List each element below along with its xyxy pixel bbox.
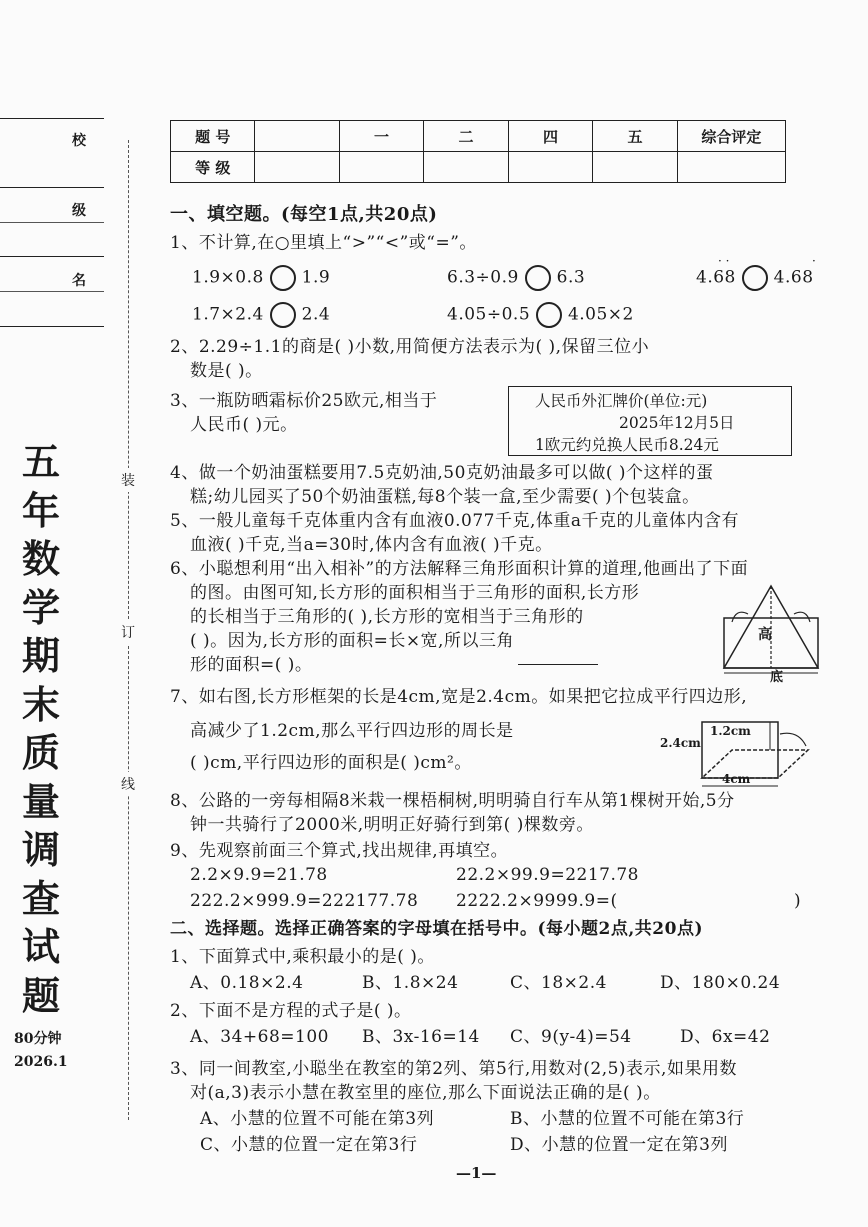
q6-line1: 6、小聪想利用“出入相补”的方法解释三角形面积计算的道理,他画出了下面 [170,559,749,579]
q1-item: 4.05÷0.5 4.05×2 [447,302,634,328]
q9-line1: 9、先观察前面三个算式,找出规律,再填空。 [170,841,509,861]
score-cell: 五 [593,121,677,152]
s2-q3-line2: 对(a,3)表示小慧在教室里的座位,那么下面说法正确的是( )。 [190,1083,661,1103]
grade-cell[interactable] [508,152,592,183]
q7-line3: ( )cm,平行四边形的面积是( )cm²。 [190,753,472,773]
q2-line2: 数是( )。 [190,361,263,381]
section1-heading: 一、填空题。(每空1点,共20点) [170,204,438,225]
q6-line3: 的长相当于三角形的( ),长方形的宽相当于三角形的 [190,607,584,627]
name-divider [0,291,104,292]
q1-item: 6.3÷0.9 6.3 [447,265,585,291]
score-cell: 四 [508,121,592,152]
fig-bottom-label: 4cm [722,772,751,786]
grade-cell[interactable] [593,152,677,183]
repeat-dots: · [812,254,816,268]
score-cell: 题 号 [171,121,255,152]
option-d[interactable]: D、6x=42 [680,1027,771,1047]
class-label: 级 [72,203,86,219]
repeat-dots: · · [718,254,730,268]
option-b[interactable]: B、3x-16=14 [362,1027,480,1047]
fig-top-label: 1.2cm [710,724,751,738]
parallelogram-figure [680,716,830,796]
q5-line2: 血液( )千克,当a=30时,体内含有血液( )千克。 [190,535,553,555]
rate-title: 人民币外汇牌价(单位:元) [535,392,708,410]
q1-stem: 1、不计算,在○里填上“>”“<”或“=”。 [170,233,477,253]
bind-char-zhuang: 装 [121,468,135,492]
q6-line4: ( )。因为,长方形的面积=长×宽,所以三角 [190,631,514,651]
s2-q2-stem: 2、下面不是方程的式子是( )。 [170,1001,412,1021]
fig-base-label: 底 [770,670,784,685]
option-d[interactable]: D、小慧的位置一定在第3列 [510,1135,728,1155]
school-label: 校 [72,133,86,149]
option-a[interactable]: A、小慧的位置不可能在第3列 [200,1109,435,1129]
option-c[interactable]: C、9(y-4)=54 [510,1027,632,1047]
q5-line1: 5、一般儿童每千克体重内含有血液0.077千克,体重a千克的儿童体内含有 [170,511,740,531]
page-number: —1— [456,1164,497,1182]
compare-circle[interactable] [525,265,551,291]
rate-value: 1欧元约兑换人民币8.24元 [535,436,719,454]
option-d[interactable]: D、180×0.24 [660,973,781,993]
fig-height-label: 高 [758,627,772,643]
q1-item: 1.9×0.8 1.9 [192,265,330,291]
score-cell [255,121,339,152]
s2-q3-line1: 3、同一间教室,小聪坐在教室的第2列、第5行,用数对(2,5)表示,如果用数 [170,1059,737,1079]
fig-underline [518,664,598,665]
q1-item-repeating: 4.68 4.68 [696,265,814,291]
bind-char-ding: 订 [121,620,135,644]
grade-cell[interactable] [255,152,339,183]
bind-char-xian: 线 [121,772,135,796]
q9-expr: 2.2×9.9=21.78 [190,865,328,885]
fig-left-label: 2.4cm [660,736,701,750]
score-cell: 一 [339,121,423,152]
q9-expr: 2222.2×9999.9=( [456,891,618,911]
q9-expr: 22.2×99.9=2217.78 [456,865,639,885]
option-b[interactable]: B、小慧的位置不可能在第3行 [510,1109,745,1129]
s2-q1-stem: 1、下面算式中,乘积最小的是( )。 [170,947,435,967]
q7-line1: 7、如右图,长方形框架的长是4cm,宽是2.4cm。如果把它拉成平行四边形, [170,687,748,707]
exchange-rate-box [508,386,792,456]
q7-line2: 高减少了1.2cm,那么平行四边形的周长是 [190,721,514,741]
q8-line1: 8、公路的一旁每相隔8米栽一棵梧桐树,明明骑自行车从第1棵树开始,5分 [170,791,735,811]
q1-item: 1.7×2.4 2.4 [192,302,330,328]
score-row-grade [171,152,786,183]
grade-cell[interactable] [424,152,508,183]
option-c[interactable]: C、小慧的位置一定在第3行 [200,1135,418,1155]
q3-line1: 3、一瓶防晒霜标价25欧元,相当于 [170,391,438,411]
q4-line1: 4、做一个奶油蛋糕要用7.5克奶油,50克奶油最多可以做( )个这样的蛋 [170,463,714,483]
rate-date: 2025年12月5日 [619,414,735,432]
class-divider [0,222,104,223]
q6-line5: 形的面积=( )。 [190,655,313,675]
compare-circle[interactable] [270,302,296,328]
exam-time: 80分钟 [14,1031,62,1047]
score-cell: 综合评定 [677,121,785,152]
exam-date: 2026.1 [14,1054,68,1070]
option-b[interactable]: B、1.8×24 [362,973,459,993]
q3-line2: 人民币( )元。 [190,415,298,435]
compare-circle[interactable] [270,265,296,291]
option-a[interactable]: A、34+68=100 [190,1027,329,1047]
vertical-title: 五 年 数 学 期 末 质 量 调 查 试 题 [22,439,61,1018]
grade-cell[interactable] [677,152,785,183]
section2-heading: 二、选择题。选择正确答案的字母填在括号中。(每小题2点,共20点) [170,919,703,939]
score-table [170,120,786,183]
q9-expr: 222.2×999.9=222177.78 [190,891,419,911]
q9-close-paren: ) [794,891,802,911]
option-c[interactable]: C、18×2.4 [510,973,607,993]
compare-circle[interactable] [742,265,768,291]
name-label: 名 [72,273,86,289]
school-field[interactable] [0,118,104,188]
grade-cell[interactable] [339,152,423,183]
compare-circle[interactable] [536,302,562,328]
q6-line2: 的图。由图可知,长方形的面积相当于三角形的面积,长方形 [190,583,640,603]
score-cell: 二 [424,121,508,152]
score-cell: 等 级 [171,152,255,183]
q8-line2: 钟一共骑行了2000米,明明正好骑行到第( )棵数旁。 [190,815,594,835]
q2-line1: 2、2.29÷1.1的商是( )小数,用简便方法表示为( ),保留三位小 [170,337,650,357]
q4-line2: 糕;幼儿园买了50个奶油蛋糕,每8个装一盒,至少需要( )个包装盒。 [190,487,700,507]
option-a[interactable]: A、0.18×2.4 [190,973,304,993]
score-row-header [171,121,786,152]
